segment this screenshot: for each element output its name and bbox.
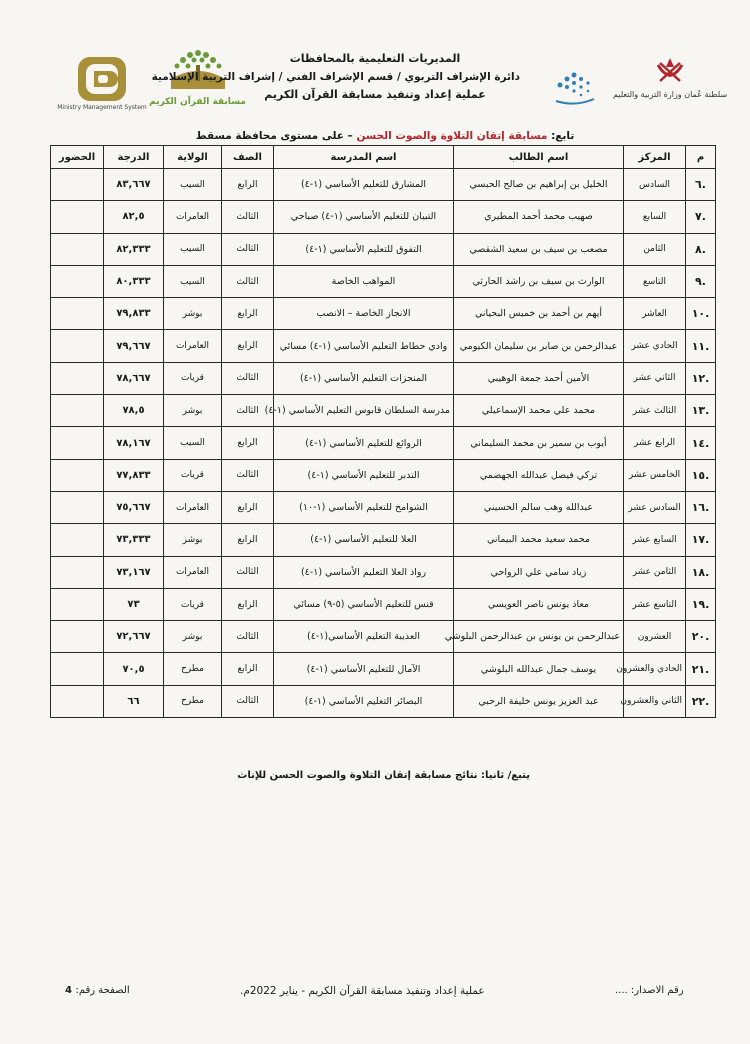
row-grade: الرابع	[222, 427, 274, 459]
col-header-number: م	[686, 146, 716, 169]
row-wilaya: السيب	[164, 265, 222, 297]
row-student-name: الخليل بن إبراهيم بن صالح الحبسي	[454, 169, 624, 201]
row-school-name: رواد العلا التعليم الأساسي (١-٤)	[274, 556, 454, 588]
table-row	[51, 556, 716, 588]
row-student-name: عبدالرحمن بن يونس بن عبدالرحمن البلوشي	[454, 621, 624, 653]
row-score: ٧٥,٦٦٧	[104, 491, 164, 523]
row-center: السابع	[624, 201, 686, 233]
footer-center-text: عملية إعداد وتنفيذ مسابقة القرآن الكريم - يناير 2022م.	[240, 985, 485, 997]
row-score: ٧٢,٦٦٧	[104, 621, 164, 653]
row-center: الحادي والعشرون	[624, 653, 686, 685]
row-grade: الرابع	[222, 653, 274, 685]
subtitle-suffix: – على مستوى محافظة مسقط	[195, 130, 353, 142]
row-center: التاسع	[624, 265, 686, 297]
row-score: ٧٩,٨٣٣	[104, 298, 164, 330]
document-header	[151, 50, 520, 104]
row-score: ٧٧,٨٣٣	[104, 459, 164, 491]
row-school-name: التدبر للتعليم الأساسي (١-٤)	[274, 459, 454, 491]
row-grade: الثالث	[222, 621, 274, 653]
col-header-attendance: الحضور	[51, 146, 104, 169]
row-grade: الثالث	[222, 265, 274, 297]
row-number: .٦	[686, 169, 716, 201]
row-grade: الرابع	[222, 298, 274, 330]
row-school-name: المواهب الخاصة	[274, 265, 454, 297]
row-attendance	[51, 621, 104, 653]
row-number: .١٩	[686, 588, 716, 620]
row-number: .١٣	[686, 395, 716, 427]
row-score: ٧٨,١٦٧	[104, 427, 164, 459]
row-grade: الرابع	[222, 588, 274, 620]
row-wilaya: العامرات	[164, 491, 222, 523]
col-header-wilaya: الولاية	[164, 146, 222, 169]
row-school-name: التبيان للتعليم الأساسي (١-٤) صباحي	[274, 201, 454, 233]
row-number: .١٢	[686, 362, 716, 394]
row-center: الثامن عشر	[624, 556, 686, 588]
row-score: ٨٢,٣٣٣	[104, 233, 164, 265]
row-attendance	[51, 524, 104, 556]
row-student-name: صهيب محمد أحمد المطيري	[454, 201, 624, 233]
row-grade: الرابع	[222, 491, 274, 523]
col-header-center: المركز	[624, 146, 686, 169]
row-grade: الثالث	[222, 233, 274, 265]
row-center: الحادي عشر	[624, 330, 686, 362]
table-row	[51, 459, 716, 491]
row-school-name: مدرسة السلطان قابوس التعليم الأساسي (١-٤)	[274, 395, 454, 427]
row-center: الخامس عشر	[624, 459, 686, 491]
row-wilaya: السيب	[164, 169, 222, 201]
issue-value: ....	[615, 985, 628, 996]
row-number: .٢٠	[686, 621, 716, 653]
row-student-name: مصعب بن سيف بن سعيد الشقصي	[454, 233, 624, 265]
results-subtitle	[180, 130, 590, 142]
page-label: الصفحة رقم:	[75, 985, 130, 996]
header-line-directorates: المديريات التعليمية بالمحافظات	[289, 52, 461, 65]
row-attendance	[51, 330, 104, 362]
row-number: .١٠	[686, 298, 716, 330]
row-center: العاشر	[624, 298, 686, 330]
row-attendance	[51, 556, 104, 588]
table-row	[51, 298, 716, 330]
subtitle-competition: مسابقة إتقان التلاوة والصوت الحسن	[356, 130, 548, 142]
row-attendance	[51, 233, 104, 265]
row-number: .٢٢	[686, 685, 716, 717]
results-table	[50, 145, 716, 718]
quality-emblem-icon	[76, 55, 128, 103]
row-number: .١٥	[686, 459, 716, 491]
col-header-student: اسم الطالب	[454, 146, 624, 169]
row-attendance	[51, 169, 104, 201]
footer-page-number	[65, 985, 130, 996]
row-score: ٨٠,٣٣٣	[104, 265, 164, 297]
row-wilaya: العامرات	[164, 201, 222, 233]
row-student-name: معاذ يونس ناصر العويسي	[454, 588, 624, 620]
table-row	[51, 265, 716, 297]
row-student-name: يوسف جمال عبدالله البلوشي	[454, 653, 624, 685]
row-grade: الثالث	[222, 201, 274, 233]
row-number: .١١	[686, 330, 716, 362]
row-center: السادس عشر	[624, 491, 686, 523]
row-school-name: العذيبة التعليم الأساسي(١-٤)	[274, 621, 454, 653]
ministry-logo	[612, 55, 728, 99]
row-attendance	[51, 265, 104, 297]
quality-logo	[57, 55, 147, 111]
row-student-name: زياد سامي علي الرواحي	[454, 556, 624, 588]
row-wilaya: قريات	[164, 588, 222, 620]
row-center: السادس	[624, 169, 686, 201]
row-attendance	[51, 685, 104, 717]
row-wilaya: بوشر	[164, 621, 222, 653]
followup-note: يتبع/ ثانيا: نتائج مسابقة إتقان التلاوة والصوت الحسن للإناث	[237, 770, 530, 781]
row-score: ٨٣,٦٦٧	[104, 169, 164, 201]
table-row	[51, 524, 716, 556]
row-grade: الثالث	[222, 459, 274, 491]
row-wilaya: قريات	[164, 362, 222, 394]
row-attendance	[51, 427, 104, 459]
table-row	[51, 685, 716, 717]
results-table-body	[51, 169, 716, 718]
row-grade: الرابع	[222, 524, 274, 556]
row-number: .٩	[686, 265, 716, 297]
row-grade: الثالث	[222, 556, 274, 588]
row-score: ٧٩,٦٦٧	[104, 330, 164, 362]
row-attendance	[51, 588, 104, 620]
table-row	[51, 653, 716, 685]
row-center: الثاني عشر	[624, 362, 686, 394]
row-score: ٦٦	[104, 685, 164, 717]
row-school-name: الروائع للتعليم الأساسي (١-٤)	[274, 427, 454, 459]
row-score: ٧٣	[104, 588, 164, 620]
row-wilaya: العامرات	[164, 556, 222, 588]
row-attendance	[51, 491, 104, 523]
row-score: ٧٨,٦٦٧	[104, 362, 164, 394]
table-row	[51, 330, 716, 362]
row-score: ٨٢,٥	[104, 201, 164, 233]
row-school-name: المنجزات التعليم الأساسي (١-٤)	[274, 362, 454, 394]
table-row	[51, 169, 716, 201]
table-row	[51, 362, 716, 394]
quran-logo-text: مسابقة القرآن الكريم	[149, 97, 246, 107]
table-row	[51, 588, 716, 620]
row-wilaya: العامرات	[164, 330, 222, 362]
row-school-name: الشوامخ للتعليم الأساسي (١-١٠)	[274, 491, 454, 523]
row-number: .١٨	[686, 556, 716, 588]
header-line-competition: عملية إعداد وتنفيذ مسابقة القرآن الكريم	[264, 88, 486, 101]
table-row	[51, 233, 716, 265]
row-grade: الرابع	[222, 169, 274, 201]
row-number: .١٧	[686, 524, 716, 556]
row-school-name: وادي حطاط التعليم الأساسي (١-٤) مسائي	[274, 330, 454, 362]
table-row	[51, 201, 716, 233]
row-wilaya: بوشر	[164, 298, 222, 330]
row-wilaya: مطرح	[164, 653, 222, 685]
row-student-name: عبدالرحمن بن صابر بن سليمان الكيومي	[454, 330, 624, 362]
row-student-name: أيوب بن سمير بن محمد السليماني	[454, 427, 624, 459]
row-student-name: عبد العزيز يونس خليفة الرحبي	[454, 685, 624, 717]
col-header-score: الدرجة	[104, 146, 164, 169]
row-wilaya: قريات	[164, 459, 222, 491]
footer-issue	[615, 985, 684, 996]
issue-label: رقم الاصدار:	[630, 985, 684, 996]
page-number: 4	[65, 985, 72, 996]
row-score: ٧٠,٥	[104, 653, 164, 685]
row-number: .١٤	[686, 427, 716, 459]
vision-logo	[545, 65, 605, 109]
row-student-name: محمد سعيد محمد البيماني	[454, 524, 624, 556]
row-center: الرابع عشر	[624, 427, 686, 459]
row-student-name: أيهم بن أحمد بن خميس البحياني	[454, 298, 624, 330]
table-row	[51, 395, 716, 427]
row-grade: الرابع	[222, 330, 274, 362]
row-student-name: تركي فيصل عبدالله الجهضمي	[454, 459, 624, 491]
row-wilaya: السيب	[164, 427, 222, 459]
row-grade: الثالث	[222, 362, 274, 394]
row-center: السابع عشر	[624, 524, 686, 556]
row-score: ٧٨,٥	[104, 395, 164, 427]
subtitle-prefix: تابع:	[551, 130, 575, 142]
row-school-name: العلا للتعليم الأساسي (١-٤)	[274, 524, 454, 556]
ministry-caption: سلطنة عُمان وزارة التربية والتعليم	[612, 90, 728, 99]
row-attendance	[51, 459, 104, 491]
col-header-school: اسم المدرسة	[274, 146, 454, 169]
row-number: .٢١	[686, 653, 716, 685]
row-school-name: الانجاز الخاصة – الانصب	[274, 298, 454, 330]
dots-emblem-icon	[550, 65, 600, 109]
quality-logo-caption: Ministry Management System	[57, 104, 147, 111]
row-wilaya: مطرح	[164, 685, 222, 717]
col-header-grade: الصف	[222, 146, 274, 169]
row-center: الثامن	[624, 233, 686, 265]
row-attendance	[51, 395, 104, 427]
table-row	[51, 491, 716, 523]
row-attendance	[51, 653, 104, 685]
row-score: ٧٣,١٦٧	[104, 556, 164, 588]
row-number: .٧	[686, 201, 716, 233]
row-student-name: عبدالله وهب سالم الحسيني	[454, 491, 624, 523]
row-student-name: محمد علي محمد الإسماعيلي	[454, 395, 624, 427]
row-school-name: المشارق للتعليم الأساسي (١-٤)	[274, 169, 454, 201]
row-center: التاسع عشر	[624, 588, 686, 620]
row-center: العشرون	[624, 621, 686, 653]
header-line-department: دائرة الإشراف التربوي / قسم الإشراف الفني / إشراف التربية الإسلامية	[151, 71, 520, 83]
row-school-name: التفوق للتعليم الأساسي (١-٤)	[274, 233, 454, 265]
table-row	[51, 621, 716, 653]
row-grade: الثالث	[222, 395, 274, 427]
row-attendance	[51, 362, 104, 394]
row-attendance	[51, 201, 104, 233]
row-score: ٧٣,٣٣٣	[104, 524, 164, 556]
row-number: .١٦	[686, 491, 716, 523]
row-student-name: الوارث بن سيف بن راشد الحارثي	[454, 265, 624, 297]
row-student-name: الأمين أحمد جمعة الوهيبي	[454, 362, 624, 394]
row-school-name: قنس للتعليم الأساسي (٥-٩) مسائي	[274, 588, 454, 620]
row-center: الثاني والعشرون	[624, 685, 686, 717]
oman-emblem-icon	[652, 55, 688, 89]
row-attendance	[51, 298, 104, 330]
row-center: الثالث عشر	[624, 395, 686, 427]
row-number: .٨	[686, 233, 716, 265]
row-wilaya: بوشر	[164, 395, 222, 427]
row-wilaya: بوشر	[164, 524, 222, 556]
row-school-name: الآمال للتعليم الأساسي (١-٤)	[274, 653, 454, 685]
row-school-name: البصائر التعليم الأساسي (١-٤)	[274, 685, 454, 717]
row-wilaya: السيب	[164, 233, 222, 265]
table-row	[51, 427, 716, 459]
row-grade: الثالث	[222, 685, 274, 717]
table-header-row	[51, 146, 716, 169]
